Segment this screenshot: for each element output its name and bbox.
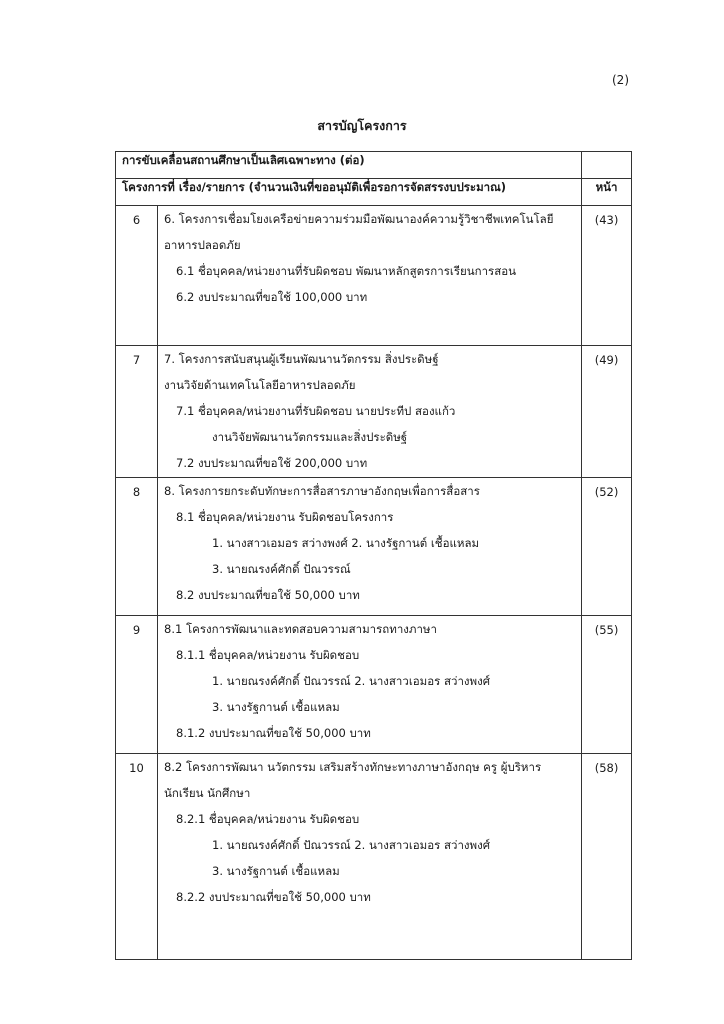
- column-header-project: โครงการที่ เรื่อง/รายการ (จำนวนเงินที่ขออนุมัติเพื่อรอการจัดสรรงบประมาณ): [116, 179, 582, 206]
- responsible-names-line: 1. นางสาวเอมอร สว่างพงศ์ 2. นางรัฐกานต์ เชื้อแหลม: [212, 536, 480, 550]
- project-page: (58): [582, 754, 632, 960]
- page-number: (2): [612, 73, 629, 87]
- project-title-line: 8.2 โครงการพัฒนา นวัตกรรม เสริมสร้างทักษะทางภาษาอังกฤษ ครู ผู้บริหาร: [164, 760, 542, 774]
- responsible-names-line: 1. นายณรงค์ศักดิ์ ปัณวรรณ์ 2. นางสาวเอมอร สว่างพงศ์: [212, 838, 491, 852]
- responsible-names-line: 1. นายณรงค์ศักดิ์ ปัณวรรณ์ 2. นางสาวเอมอร สว่างพงศ์: [212, 674, 491, 688]
- project-title-line: 8.1 โครงการพัฒนาและทดสอบความสามารถทางภาษา: [164, 622, 437, 636]
- project-number: 10: [116, 754, 158, 960]
- project-details: [158, 478, 582, 616]
- project-details: [158, 346, 582, 478]
- responsible-line: 8.1 ชื่อบุคคล/หน่วยงาน รับผิดชอบโครงการ: [176, 510, 394, 524]
- project-title-line: 7. โครงการสนับสนุนผู้เรียนพัฒนานวัตกรรม สิ่งประดิษฐ์: [164, 352, 439, 366]
- project-page: (52): [582, 478, 632, 616]
- project-details: [158, 754, 582, 960]
- project-number: 8: [116, 478, 158, 616]
- project-page: (43): [582, 206, 632, 346]
- responsible-names-line: 3. นางรัฐกานต์ เชื้อแหลม: [212, 864, 340, 878]
- budget-line: 6.2 งบประมาณที่ขอใช้ 100,000 บาท: [176, 290, 368, 304]
- project-number: 9: [116, 616, 158, 754]
- table-row: [116, 346, 632, 478]
- responsible-line: 7.1 ชื่อบุคคล/หน่วยงานที่รับผิดชอบ นายประทีป สองแก้ว: [176, 404, 456, 418]
- table-row: [116, 616, 632, 754]
- column-header-page: หน้า: [582, 179, 632, 206]
- responsible-names-line: 3. นายณรงค์ศักดิ์ ปัณวรรณ์: [212, 562, 351, 576]
- responsible-line: 6.1 ชื่อบุคคล/หน่วยงานที่รับผิดชอบ พัฒนาหลักสูตรการเรียนการสอน: [176, 264, 516, 278]
- responsible-line: 8.2.1 ชื่อบุคคล/หน่วยงาน รับผิดชอบ: [176, 812, 360, 826]
- budget-line: 7.2 งบประมาณที่ขอใช้ 200,000 บาท: [176, 456, 368, 470]
- project-title-line: 8. โครงการยกระดับทักษะการสื่อสารภาษาอังกฤษเพื่อการสื่อสาร: [164, 484, 480, 498]
- table-row: [116, 754, 632, 960]
- budget-line: 8.2 งบประมาณที่ขอใช้ 50,000 บาท: [176, 588, 360, 602]
- budget-line: 8.1.2 งบประมาณที่ขอใช้ 50,000 บาท: [176, 726, 371, 740]
- table-row: [116, 478, 632, 616]
- table-row: [116, 206, 632, 346]
- responsible-names-line: 3. นางรัฐกานต์ เชื้อแหลม: [212, 700, 340, 714]
- project-details: [158, 616, 582, 754]
- section-header-row: [116, 152, 632, 179]
- project-number: 6: [116, 206, 158, 346]
- section-header: การขับเคลื่อนสถานศึกษาเป็นเลิศเฉพาะทาง (ต่อ): [116, 152, 582, 179]
- project-number: 7: [116, 346, 158, 478]
- project-title-line: นักเรียน นักศึกษา: [164, 786, 251, 800]
- responsible-line: 8.1.1 ชื่อบุคคล/หน่วยงาน รับผิดชอบ: [176, 648, 360, 662]
- section-header-empty-cell: [582, 152, 632, 179]
- budget-line: 8.2.2 งบประมาณที่ขอใช้ 50,000 บาท: [176, 890, 371, 904]
- project-page: (55): [582, 616, 632, 754]
- project-details: [158, 206, 582, 346]
- responsible-line: งานวิจัยพัฒนานวัตกรรมและสิ่งประดิษฐ์: [212, 430, 408, 444]
- contents-table: [115, 151, 632, 960]
- project-title-line: 6. โครงการเชื่อมโยงเครือข่ายความร่วมมือพัฒนาองค์ความรู้วิชาชีพเทคโนโลยี: [164, 212, 554, 226]
- project-title-line: อาหารปลอดภัย: [164, 238, 241, 252]
- project-page: (49): [582, 346, 632, 478]
- project-title-line: งานวิจัยด้านเทคโนโลยีอาหารปลอดภัย: [164, 378, 356, 392]
- document-title: สารบัญโครงการ: [317, 118, 407, 133]
- column-header-row: [116, 179, 632, 206]
